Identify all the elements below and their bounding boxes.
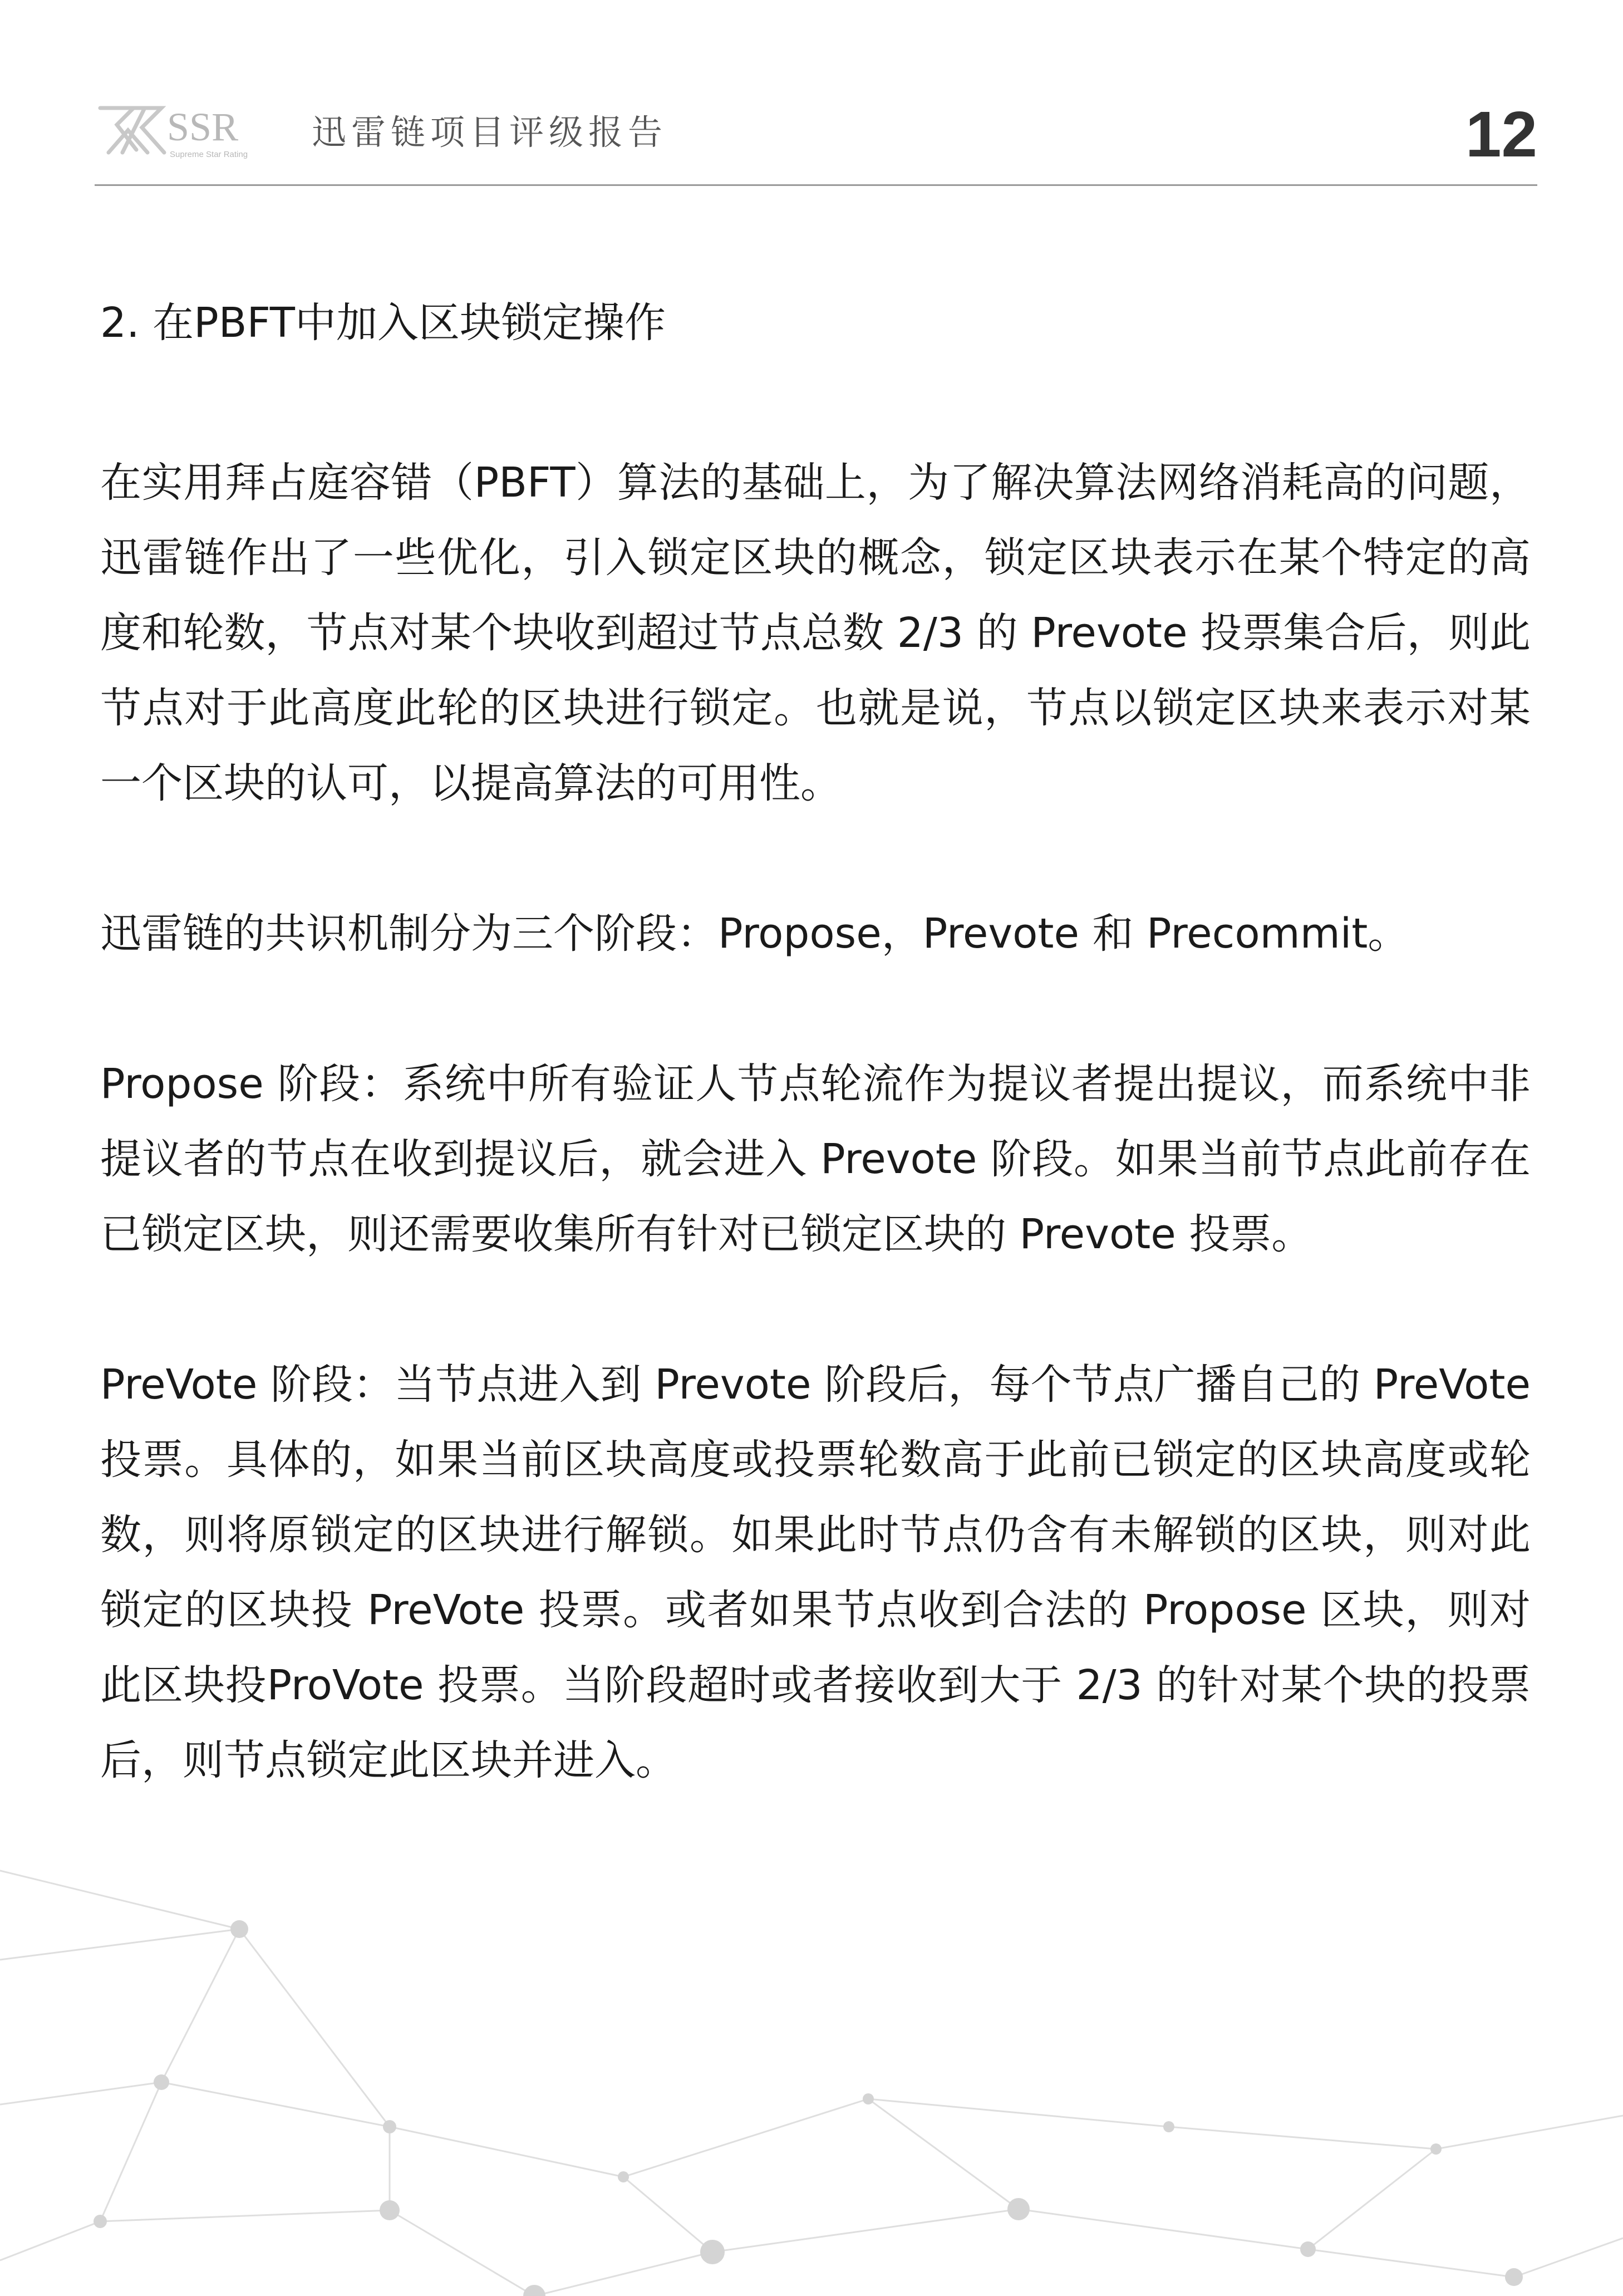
section-heading: 2. 在PBFT中加入区块锁定操作 [100,299,666,347]
document-body [100,295,1531,1873]
report-title: 迅雷链项目评级报告 [312,112,668,153]
paragraph-propose-phase: Propose 阶段：系统中所有验证人节点轮流作为提议者提出提议，而系统中非提议者的节点在收到提议后，就会进入 Prevote 阶段。如果当前节点此前存在已锁定区块，则还需要收集所有针对已锁定区块的 Prevote 投票。 [100,1060,1531,1258]
page-header [95,89,1537,184]
logo-wordmark: SSR [167,105,239,149]
logo-tagline: Supreme Star Rating [170,150,248,159]
ssr-logo [95,97,317,164]
paragraph-consensus-phases: 迅雷链的共识机制分为三个阶段：Propose，Prevote 和 Precommit。 [100,910,1409,958]
paragraph-pbft-locking: 在实用拜占庭容错（PBFT）算法的基础上，为了解决算法网络消耗高的问题，迅雷链作出了一些优化，引入锁定区块的概念，锁定区块表示在某个特定的高度和轮数，节点对某个块收到超过节点总数 2/3 的 Prevote 投票集合后，则此节点对于此高度此轮的区块进行锁定。也就是说，节点以锁定区块来表示对某一个区块的认可，以提高算法的可用性。 [100,459,1531,807]
page-number: 12 [1465,98,1537,170]
header-divider [95,184,1537,186]
background-network-pattern [0,1837,1623,2296]
paragraph-prevote-phase: PreVote 阶段：当节点进入到 Prevote 阶段后，每个节点广播自己的 PreVote 投票。具体的，如果当前区块高度或投票轮数高于此前已锁定的区块高度或轮数，则将原锁定的区块进行解锁。如果此时节点仍含有未解锁的区块，则对此锁定的区块投 PreVote 投票。或者如果节点收到合法的 Propose 区块，则对此区块投ProVote 投票。当阶段超时或者接收到大于 2/3 的针对某个块的投票后，则节点锁定此区块并进入。 [100,1361,1531,1784]
